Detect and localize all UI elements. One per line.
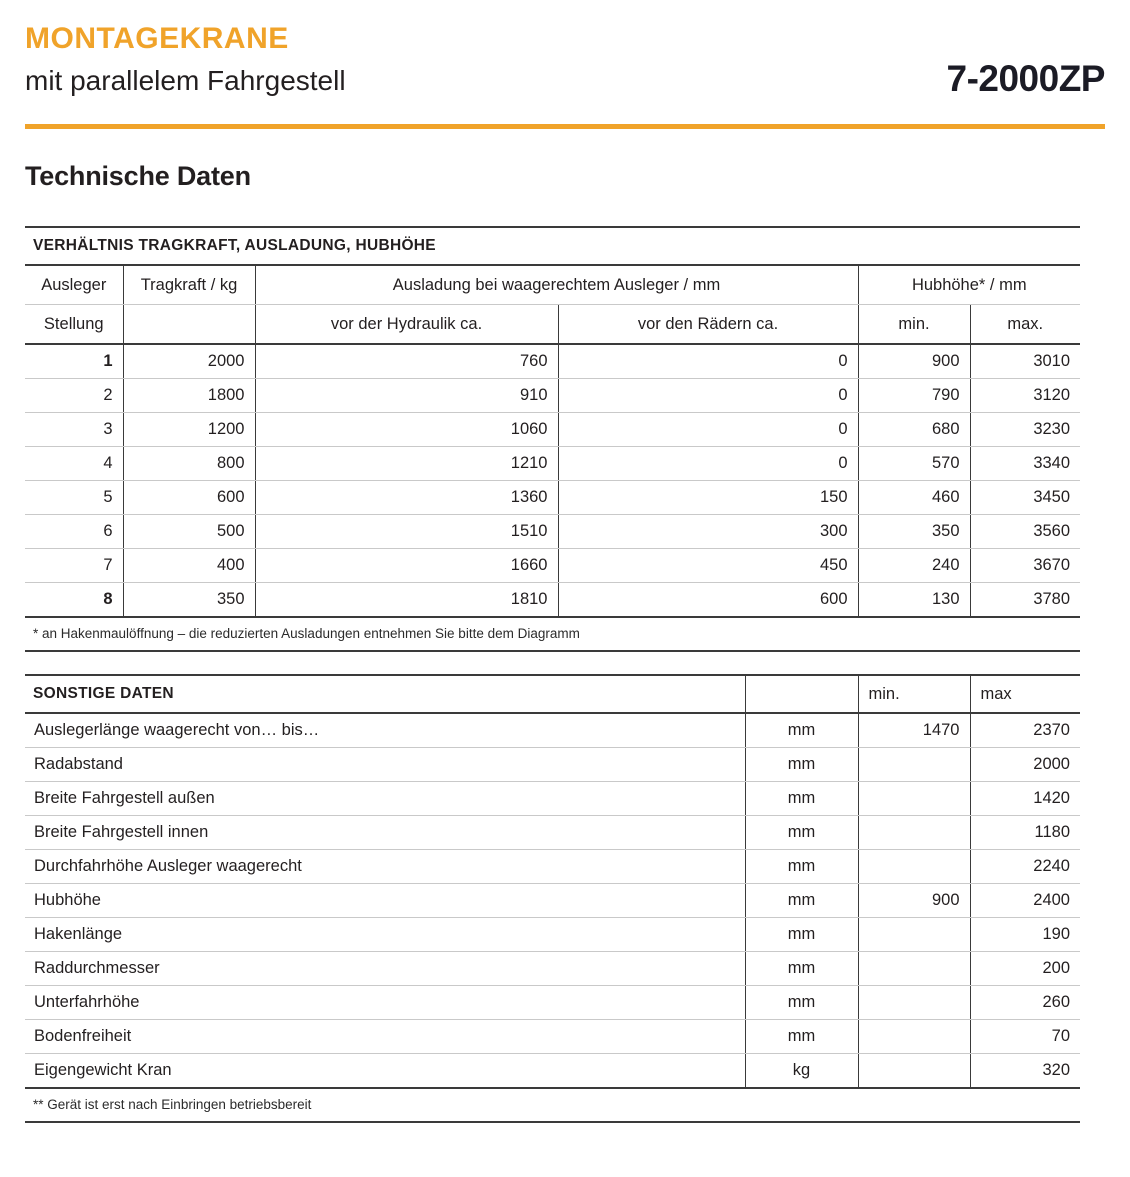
- cell-min: 1470: [858, 713, 970, 748]
- cell-tragkraft: 500: [123, 515, 255, 549]
- cell-label: Hakenlänge: [25, 918, 745, 952]
- cell-hub-max: 3670: [970, 549, 1080, 583]
- th-tragkraft: Tragkraft / kg: [123, 265, 255, 305]
- cell-min: [858, 1054, 970, 1089]
- table-tragkraft-ausladung-hubhoehe: [25, 226, 1080, 652]
- th-stellung: Stellung: [25, 305, 123, 345]
- table-row: [25, 884, 1080, 918]
- table-row: [25, 713, 1080, 748]
- cell-stellung: 5: [25, 481, 123, 515]
- table-row: [25, 918, 1080, 952]
- cell-min: [858, 986, 970, 1020]
- table2-footnote-row: [25, 1088, 1080, 1122]
- cell-stellung: 1: [25, 344, 123, 379]
- table1-header-row-2: [25, 305, 1080, 345]
- cell-max: 70: [970, 1020, 1080, 1054]
- cell-hub-max: 3230: [970, 413, 1080, 447]
- cell-unit: mm: [745, 1020, 858, 1054]
- cell-vor-hydraulik: 910: [255, 379, 558, 413]
- spacer: [25, 192, 1105, 226]
- cell-hub-min: 680: [858, 413, 970, 447]
- table-row: [25, 481, 1080, 515]
- cell-min: [858, 918, 970, 952]
- cell-vor-raedern: 0: [558, 447, 858, 481]
- table-row: [25, 1020, 1080, 1054]
- th-hub-max: max.: [970, 305, 1080, 345]
- cell-vor-hydraulik: 760: [255, 344, 558, 379]
- cell-min: 900: [858, 884, 970, 918]
- cell-tragkraft: 1200: [123, 413, 255, 447]
- cell-label: Eigengewicht Kran: [25, 1054, 745, 1089]
- table-row: [25, 379, 1080, 413]
- cell-max: 260: [970, 986, 1080, 1020]
- cell-max: 200: [970, 952, 1080, 986]
- table-row: [25, 782, 1080, 816]
- cell-hub-max: 3340: [970, 447, 1080, 481]
- th-hub-min: min.: [858, 305, 970, 345]
- cell-label: Radabstand: [25, 748, 745, 782]
- cell-vor-raedern: 0: [558, 413, 858, 447]
- th-min: min.: [858, 675, 970, 713]
- cell-min: [858, 816, 970, 850]
- cell-vor-hydraulik: 1810: [255, 583, 558, 618]
- document-header: [25, 0, 1105, 112]
- th-blank: [123, 305, 255, 345]
- cell-max: 2240: [970, 850, 1080, 884]
- cell-unit: mm: [745, 850, 858, 884]
- cell-vor-raedern: 450: [558, 549, 858, 583]
- cell-stellung: 7: [25, 549, 123, 583]
- th-vor-den-raedern: vor den Rädern ca.: [558, 305, 858, 345]
- table2-header-row: [25, 675, 1080, 713]
- cell-hub-max: 3120: [970, 379, 1080, 413]
- cell-stellung: 6: [25, 515, 123, 549]
- cell-vor-raedern: 150: [558, 481, 858, 515]
- cell-tragkraft: 1800: [123, 379, 255, 413]
- cell-unit: mm: [745, 918, 858, 952]
- cell-unit: mm: [745, 782, 858, 816]
- cell-tragkraft: 400: [123, 549, 255, 583]
- cell-vor-hydraulik: 1360: [255, 481, 558, 515]
- cell-hub-max: 3780: [970, 583, 1080, 618]
- cell-unit: mm: [745, 713, 858, 748]
- model-code: 7-2000ZP: [946, 58, 1105, 99]
- cell-min: [858, 952, 970, 986]
- th-ausladung: Ausladung bei waagerechtem Ausleger / mm: [255, 265, 858, 305]
- table-row: [25, 549, 1080, 583]
- cell-hub-min: 900: [858, 344, 970, 379]
- cell-hub-min: 460: [858, 481, 970, 515]
- cell-max: 2000: [970, 748, 1080, 782]
- cell-stellung: 2: [25, 379, 123, 413]
- table-row: [25, 850, 1080, 884]
- cell-tragkraft: 600: [123, 481, 255, 515]
- cell-vor-hydraulik: 1060: [255, 413, 558, 447]
- th-max: max: [970, 675, 1080, 713]
- th-ausleger: Ausleger: [25, 265, 123, 305]
- cell-max: 1420: [970, 782, 1080, 816]
- table-row: [25, 583, 1080, 618]
- cell-vor-raedern: 0: [558, 379, 858, 413]
- table-row: [25, 952, 1080, 986]
- cell-unit: mm: [745, 986, 858, 1020]
- cell-hub-max: 3010: [970, 344, 1080, 379]
- table-row: [25, 1054, 1080, 1089]
- cell-label: Unterfahrhöhe: [25, 986, 745, 1020]
- cell-hub-min: 790: [858, 379, 970, 413]
- product-subtitle: mit parallelem Fahrgestell: [25, 65, 346, 96]
- cell-tragkraft: 350: [123, 583, 255, 618]
- table-row: [25, 447, 1080, 481]
- cell-label: Durchfahrhöhe Ausleger waagerecht: [25, 850, 745, 884]
- table-row: [25, 413, 1080, 447]
- table-row: [25, 816, 1080, 850]
- cell-stellung: 8: [25, 583, 123, 618]
- cell-hub-min: 130: [858, 583, 970, 618]
- cell-min: [858, 782, 970, 816]
- cell-min: [858, 748, 970, 782]
- header-accent-rule: [25, 124, 1105, 129]
- cell-max: 190: [970, 918, 1080, 952]
- table2-caption: SONSTIGE DATEN: [25, 675, 745, 713]
- cell-hub-max: 3560: [970, 515, 1080, 549]
- cell-label: Bodenfreiheit: [25, 1020, 745, 1054]
- cell-unit: kg: [745, 1054, 858, 1089]
- th-hubhoehe: Hubhöhe* / mm: [858, 265, 1080, 305]
- cell-label: Breite Fahrgestell innen: [25, 816, 745, 850]
- cell-vor-raedern: 600: [558, 583, 858, 618]
- cell-tragkraft: 800: [123, 447, 255, 481]
- cell-unit: mm: [745, 816, 858, 850]
- table-row: [25, 986, 1080, 1020]
- table1-footnote-row: [25, 617, 1080, 651]
- cell-label: Raddurchmesser: [25, 952, 745, 986]
- th-vor-der-hydraulik: vor der Hydraulik ca.: [255, 305, 558, 345]
- table1-caption-row: [25, 227, 1080, 265]
- cell-vor-hydraulik: 1660: [255, 549, 558, 583]
- table-row: [25, 515, 1080, 549]
- cell-label: Auslegerlänge waagerecht von… bis…: [25, 713, 745, 748]
- table-sonstige-daten: [25, 674, 1080, 1123]
- section-title: Technische Daten: [25, 161, 251, 191]
- cell-tragkraft: 2000: [123, 344, 255, 379]
- table-row: [25, 344, 1080, 379]
- cell-max: 1180: [970, 816, 1080, 850]
- product-family-title: MONTAGEKRANE: [25, 22, 289, 55]
- table2-footnote: ** Gerät ist erst nach Einbringen betriebsbereit: [25, 1088, 1080, 1122]
- table1-caption: VERHÄLTNIS TRAGKRAFT, AUSLADUNG, HUBHÖHE: [25, 227, 1080, 265]
- cell-label: Hubhöhe: [25, 884, 745, 918]
- cell-stellung: 3: [25, 413, 123, 447]
- cell-label: Breite Fahrgestell außen: [25, 782, 745, 816]
- th-unit: [745, 675, 858, 713]
- table-row: [25, 748, 1080, 782]
- cell-max: 2400: [970, 884, 1080, 918]
- cell-unit: mm: [745, 884, 858, 918]
- table1-header-row-1: [25, 265, 1080, 305]
- cell-hub-min: 350: [858, 515, 970, 549]
- cell-hub-max: 3450: [970, 481, 1080, 515]
- cell-max: 2370: [970, 713, 1080, 748]
- cell-vor-raedern: 300: [558, 515, 858, 549]
- cell-vor-raedern: 0: [558, 344, 858, 379]
- cell-hub-min: 570: [858, 447, 970, 481]
- title-block: [25, 22, 1105, 98]
- cell-vor-hydraulik: 1210: [255, 447, 558, 481]
- cell-max: 320: [970, 1054, 1080, 1089]
- cell-vor-hydraulik: 1510: [255, 515, 558, 549]
- cell-hub-min: 240: [858, 549, 970, 583]
- cell-unit: mm: [745, 748, 858, 782]
- spacer: [25, 652, 1105, 674]
- cell-min: [858, 850, 970, 884]
- cell-unit: mm: [745, 952, 858, 986]
- table1-footnote: * an Hakenmaulöffnung – die reduzierten Ausladungen entnehmen Sie bitte dem Diagramm: [25, 617, 1080, 651]
- cell-stellung: 4: [25, 447, 123, 481]
- cell-min: [858, 1020, 970, 1054]
